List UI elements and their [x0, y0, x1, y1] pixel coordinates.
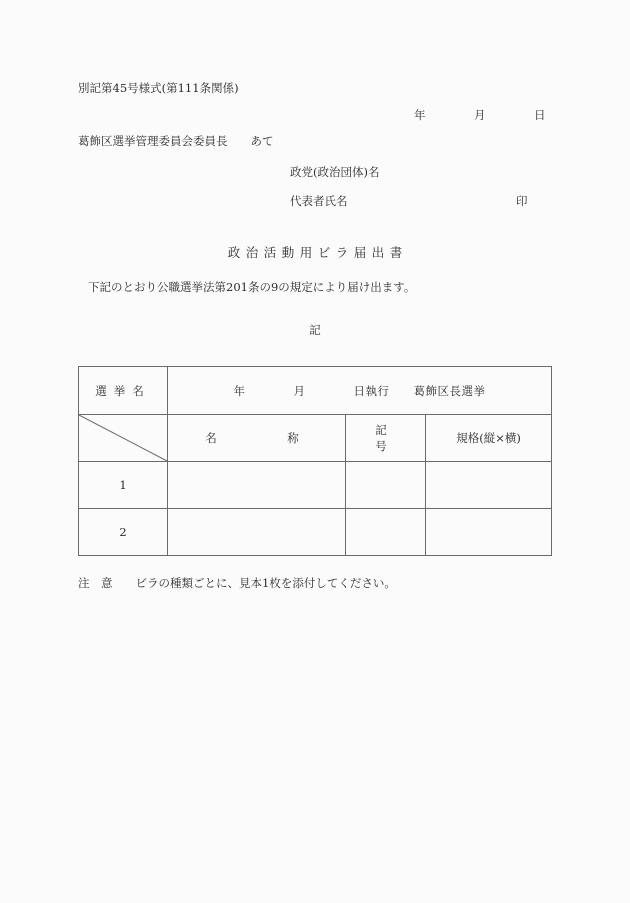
cell-subheader-size [426, 415, 552, 462]
cell-size-input[interactable] [426, 509, 552, 556]
cell-diagonal-slash [79, 415, 168, 462]
table-row-election [79, 367, 552, 415]
note-text: 注 意 ビラの種類ごとに、見本1枚を添付してください。 [78, 576, 396, 590]
date-line: 年 月 日 [414, 108, 546, 122]
table-row-subheaders [79, 415, 552, 462]
cell-name-input[interactable] [168, 509, 346, 556]
party-name-label: 政党(政治団体)名 [290, 165, 380, 179]
seal-mark: 印 [516, 194, 528, 208]
table-row [79, 462, 552, 509]
cell-name-input[interactable] [168, 462, 346, 509]
cell-row-number [79, 462, 168, 509]
ki-marker: 記 [309, 323, 321, 337]
election-value: 年 月 日執行 葛飾区長選挙 [233, 383, 486, 398]
diagonal-slash-icon [79, 415, 167, 461]
cell-size-input[interactable] [426, 462, 552, 509]
cell-row-number [79, 509, 168, 556]
form-number: 別記第45号様式(第111条関係) [78, 81, 239, 95]
representative-name-label: 代表者氏名 [290, 194, 348, 208]
election-name-label: 選挙名 [95, 383, 151, 398]
form-table [78, 366, 552, 556]
cell-election-name-label [79, 367, 168, 415]
subheader-name: 名 称 [205, 431, 308, 445]
cell-symbol-input[interactable] [346, 509, 426, 556]
form-table-wrapper [78, 366, 551, 556]
cell-subheader-symbol [346, 415, 458, 462]
subheader-symbol: 記 号 [375, 423, 458, 453]
statement-text: 下記のとおり公職選挙法第201条の9の規定により届け出ます。 [88, 280, 416, 294]
subheader-size: 規格(縦×横) [456, 431, 521, 445]
table-row [79, 509, 552, 556]
row-number: 1 [119, 478, 127, 492]
page-title: 政治活動用ビラ届出書 [227, 245, 408, 260]
cell-election-value[interactable] [168, 367, 552, 415]
addressee-line: 葛飾区選挙管理委員会委員長 あて [78, 134, 274, 148]
cell-subheader-name [168, 415, 346, 462]
row-number: 2 [119, 525, 127, 539]
cell-symbol-input[interactable] [346, 462, 426, 509]
